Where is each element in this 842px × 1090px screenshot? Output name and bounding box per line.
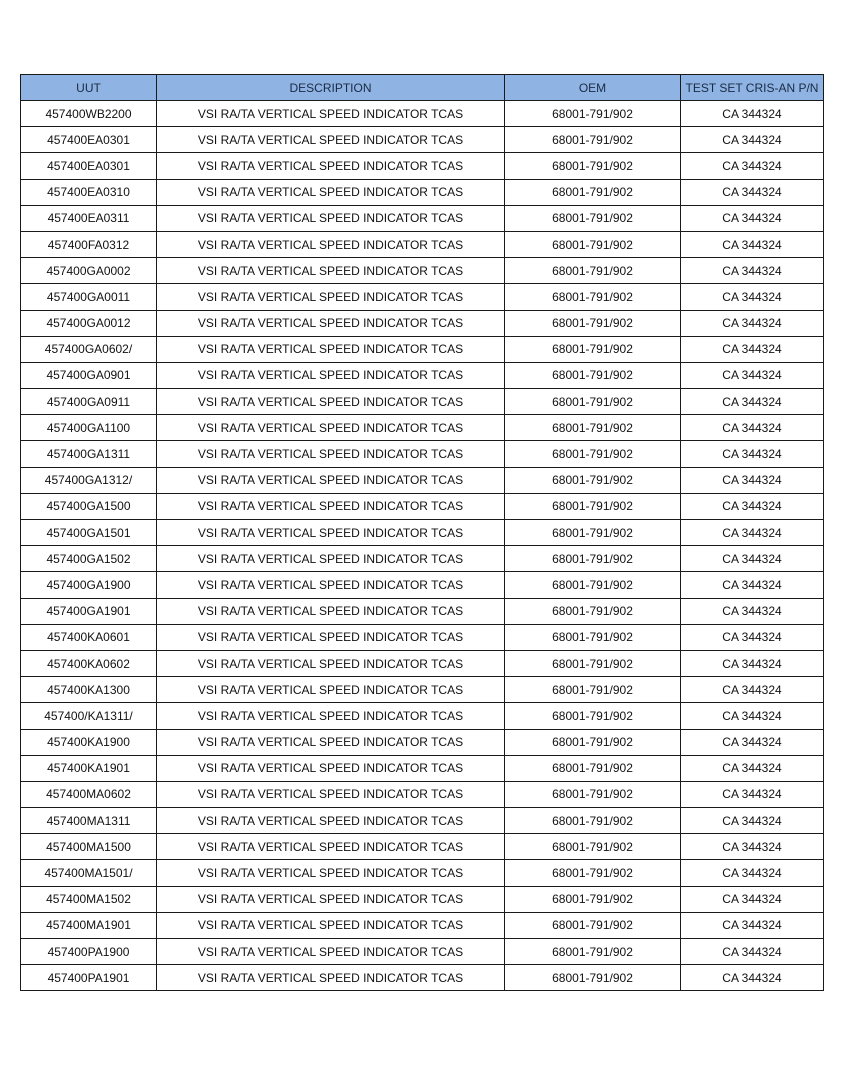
test-set-pn-cell: CA 344324 [681, 860, 824, 886]
table-header [21, 75, 824, 101]
description-cell: VSI RA/TA VERTICAL SPEED INDICATOR TCAS [157, 179, 505, 205]
uut-cell: 457400KA0601 [21, 624, 157, 650]
description-cell: VSI RA/TA VERTICAL SPEED INDICATOR TCAS [157, 441, 505, 467]
oem-cell: 68001-791/902 [505, 677, 681, 703]
test-set-pn-cell: CA 344324 [681, 310, 824, 336]
oem-cell: 68001-791/902 [505, 886, 681, 912]
uut-cell: 457400KA1300 [21, 677, 157, 703]
table-row [21, 520, 824, 546]
description-cell: VSI RA/TA VERTICAL SPEED INDICATOR TCAS [157, 284, 505, 310]
uut-cell: 457400EA0301 [21, 153, 157, 179]
table-row [21, 231, 824, 257]
oem-cell: 68001-791/902 [505, 703, 681, 729]
description-cell: VSI RA/TA VERTICAL SPEED INDICATOR TCAS [157, 624, 505, 650]
description-cell: VSI RA/TA VERTICAL SPEED INDICATOR TCAS [157, 336, 505, 362]
description-cell: VSI RA/TA VERTICAL SPEED INDICATOR TCAS [157, 598, 505, 624]
description-cell: VSI RA/TA VERTICAL SPEED INDICATOR TCAS [157, 520, 505, 546]
description-cell: VSI RA/TA VERTICAL SPEED INDICATOR TCAS [157, 546, 505, 572]
test-set-pn-cell: CA 344324 [681, 336, 824, 362]
description-cell: VSI RA/TA VERTICAL SPEED INDICATOR TCAS [157, 729, 505, 755]
description-cell: VSI RA/TA VERTICAL SPEED INDICATOR TCAS [157, 703, 505, 729]
table-row [21, 886, 824, 912]
test-set-pn-cell: CA 344324 [681, 939, 824, 965]
table-row [21, 362, 824, 388]
description-cell: VSI RA/TA VERTICAL SPEED INDICATOR TCAS [157, 860, 505, 886]
description-cell: VSI RA/TA VERTICAL SPEED INDICATOR TCAS [157, 101, 505, 127]
uut-cell: 457400MA1502 [21, 886, 157, 912]
uut-cell: 457400GA0901 [21, 362, 157, 388]
table-row [21, 965, 824, 991]
description-cell: VSI RA/TA VERTICAL SPEED INDICATOR TCAS [157, 677, 505, 703]
uut-cell: 457400PA1901 [21, 965, 157, 991]
table-row [21, 179, 824, 205]
oem-cell: 68001-791/902 [505, 415, 681, 441]
oem-cell: 68001-791/902 [505, 650, 681, 676]
table-row [21, 336, 824, 362]
test-set-pn-cell: CA 344324 [681, 572, 824, 598]
oem-cell: 68001-791/902 [505, 205, 681, 231]
uut-cell: 457400MA1501/ [21, 860, 157, 886]
test-set-pn-cell: CA 344324 [681, 912, 824, 938]
table-row [21, 415, 824, 441]
uut-cell: 457400GA1100 [21, 415, 157, 441]
test-set-pn-cell: CA 344324 [681, 205, 824, 231]
description-cell: VSI RA/TA VERTICAL SPEED INDICATOR TCAS [157, 493, 505, 519]
oem-cell: 68001-791/902 [505, 467, 681, 493]
table-body [21, 101, 824, 991]
description-cell: VSI RA/TA VERTICAL SPEED INDICATOR TCAS [157, 886, 505, 912]
test-set-pn-cell: CA 344324 [681, 127, 824, 153]
oem-cell: 68001-791/902 [505, 179, 681, 205]
test-set-pn-cell: CA 344324 [681, 101, 824, 127]
column-header-description: DESCRIPTION [157, 75, 505, 101]
table-row [21, 912, 824, 938]
test-set-pn-cell: CA 344324 [681, 231, 824, 257]
table-row [21, 808, 824, 834]
column-header-oem: OEM [505, 75, 681, 101]
test-set-pn-cell: CA 344324 [681, 493, 824, 519]
table-row [21, 650, 824, 676]
test-set-pn-cell: CA 344324 [681, 834, 824, 860]
table-row [21, 834, 824, 860]
oem-cell: 68001-791/902 [505, 860, 681, 886]
description-cell: VSI RA/TA VERTICAL SPEED INDICATOR TCAS [157, 650, 505, 676]
table-row [21, 258, 824, 284]
test-set-pn-cell: CA 344324 [681, 650, 824, 676]
uut-cell: 457400GA1502 [21, 546, 157, 572]
uut-cell: 457400FA0312 [21, 231, 157, 257]
description-cell: VSI RA/TA VERTICAL SPEED INDICATOR TCAS [157, 834, 505, 860]
uut-cell: 457400GA1501 [21, 520, 157, 546]
uut-cell: 457400GA0012 [21, 310, 157, 336]
oem-cell: 68001-791/902 [505, 153, 681, 179]
table-row [21, 441, 824, 467]
description-cell: VSI RA/TA VERTICAL SPEED INDICATOR TCAS [157, 939, 505, 965]
table-row [21, 755, 824, 781]
test-set-pn-cell: CA 344324 [681, 467, 824, 493]
uut-cell: 457400GA0602/ [21, 336, 157, 362]
oem-cell: 68001-791/902 [505, 939, 681, 965]
oem-cell: 68001-791/902 [505, 441, 681, 467]
uut-cell: 457400GA1900 [21, 572, 157, 598]
description-cell: VSI RA/TA VERTICAL SPEED INDICATOR TCAS [157, 127, 505, 153]
description-cell: VSI RA/TA VERTICAL SPEED INDICATOR TCAS [157, 912, 505, 938]
table-row [21, 572, 824, 598]
description-cell: VSI RA/TA VERTICAL SPEED INDICATOR TCAS [157, 310, 505, 336]
description-cell: VSI RA/TA VERTICAL SPEED INDICATOR TCAS [157, 467, 505, 493]
uut-cell: 457400GA0911 [21, 389, 157, 415]
table-row [21, 546, 824, 572]
oem-cell: 68001-791/902 [505, 258, 681, 284]
oem-cell: 68001-791/902 [505, 781, 681, 807]
oem-cell: 68001-791/902 [505, 389, 681, 415]
test-set-pn-cell: CA 344324 [681, 677, 824, 703]
uut-cell: 457400EA0311 [21, 205, 157, 231]
column-header-test-set-pn: TEST SET CRIS-AN P/N [681, 75, 824, 101]
table-row [21, 781, 824, 807]
oem-cell: 68001-791/902 [505, 231, 681, 257]
description-cell: VSI RA/TA VERTICAL SPEED INDICATOR TCAS [157, 205, 505, 231]
table-row [21, 310, 824, 336]
uut-cell: 457400GA0002 [21, 258, 157, 284]
oem-cell: 68001-791/902 [505, 808, 681, 834]
uut-cell: 457400KA1901 [21, 755, 157, 781]
uut-cell: 457400KA1900 [21, 729, 157, 755]
uut-cell: 457400EA0310 [21, 179, 157, 205]
table-row [21, 493, 824, 519]
uut-cell: 457400MA1901 [21, 912, 157, 938]
test-set-pn-cell: CA 344324 [681, 362, 824, 388]
uut-cell: 457400GA1901 [21, 598, 157, 624]
table-row [21, 205, 824, 231]
description-cell: VSI RA/TA VERTICAL SPEED INDICATOR TCAS [157, 389, 505, 415]
table-row [21, 939, 824, 965]
description-cell: VSI RA/TA VERTICAL SPEED INDICATOR TCAS [157, 153, 505, 179]
oem-cell: 68001-791/902 [505, 546, 681, 572]
uut-cell: 457400GA1500 [21, 493, 157, 519]
test-set-pn-cell: CA 344324 [681, 886, 824, 912]
test-set-pn-cell: CA 344324 [681, 258, 824, 284]
test-set-pn-cell: CA 344324 [681, 703, 824, 729]
oem-cell: 68001-791/902 [505, 284, 681, 310]
table-row [21, 624, 824, 650]
table-row [21, 729, 824, 755]
uut-cell: 457400GA1311 [21, 441, 157, 467]
description-cell: VSI RA/TA VERTICAL SPEED INDICATOR TCAS [157, 781, 505, 807]
table-row [21, 284, 824, 310]
test-set-pn-cell: CA 344324 [681, 781, 824, 807]
test-set-pn-cell: CA 344324 [681, 546, 824, 572]
test-set-pn-cell: CA 344324 [681, 520, 824, 546]
uut-cell: 457400KA0602 [21, 650, 157, 676]
test-set-pn-cell: CA 344324 [681, 179, 824, 205]
oem-cell: 68001-791/902 [505, 336, 681, 362]
test-set-pn-cell: CA 344324 [681, 598, 824, 624]
test-set-pn-cell: CA 344324 [681, 965, 824, 991]
table-row [21, 389, 824, 415]
description-cell: VSI RA/TA VERTICAL SPEED INDICATOR TCAS [157, 755, 505, 781]
test-set-pn-cell: CA 344324 [681, 415, 824, 441]
oem-cell: 68001-791/902 [505, 965, 681, 991]
description-cell: VSI RA/TA VERTICAL SPEED INDICATOR TCAS [157, 258, 505, 284]
oem-cell: 68001-791/902 [505, 362, 681, 388]
uut-cell: 457400MA1500 [21, 834, 157, 860]
oem-cell: 68001-791/902 [505, 834, 681, 860]
test-set-pn-cell: CA 344324 [681, 389, 824, 415]
description-cell: VSI RA/TA VERTICAL SPEED INDICATOR TCAS [157, 231, 505, 257]
test-set-pn-cell: CA 344324 [681, 441, 824, 467]
oem-cell: 68001-791/902 [505, 729, 681, 755]
description-cell: VSI RA/TA VERTICAL SPEED INDICATOR TCAS [157, 572, 505, 598]
oem-cell: 68001-791/902 [505, 755, 681, 781]
oem-cell: 68001-791/902 [505, 520, 681, 546]
oem-cell: 68001-791/902 [505, 493, 681, 519]
oem-cell: 68001-791/902 [505, 912, 681, 938]
uut-cell: 457400MA1311 [21, 808, 157, 834]
uut-cell: 457400MA0602 [21, 781, 157, 807]
column-header-uut: UUT [21, 75, 157, 101]
table-row [21, 153, 824, 179]
test-set-pn-cell: CA 344324 [681, 729, 824, 755]
uut-cell: 457400/KA1311/ [21, 703, 157, 729]
oem-cell: 68001-791/902 [505, 624, 681, 650]
oem-cell: 68001-791/902 [505, 127, 681, 153]
table-row [21, 677, 824, 703]
description-cell: VSI RA/TA VERTICAL SPEED INDICATOR TCAS [157, 808, 505, 834]
description-cell: VSI RA/TA VERTICAL SPEED INDICATOR TCAS [157, 415, 505, 441]
uut-cell: 457400GA0011 [21, 284, 157, 310]
test-set-pn-cell: CA 344324 [681, 153, 824, 179]
uut-cell: 457400GA1312/ [21, 467, 157, 493]
test-set-pn-cell: CA 344324 [681, 808, 824, 834]
oem-cell: 68001-791/902 [505, 310, 681, 336]
oem-cell: 68001-791/902 [505, 572, 681, 598]
header-row [21, 75, 824, 101]
test-set-pn-cell: CA 344324 [681, 284, 824, 310]
parts-table [20, 74, 824, 991]
oem-cell: 68001-791/902 [505, 598, 681, 624]
uut-cell: 457400WB2200 [21, 101, 157, 127]
table-row [21, 127, 824, 153]
description-cell: VSI RA/TA VERTICAL SPEED INDICATOR TCAS [157, 965, 505, 991]
table-row [21, 101, 824, 127]
description-cell: VSI RA/TA VERTICAL SPEED INDICATOR TCAS [157, 362, 505, 388]
uut-cell: 457400EA0301 [21, 127, 157, 153]
table-row [21, 598, 824, 624]
uut-cell: 457400PA1900 [21, 939, 157, 965]
table-row [21, 703, 824, 729]
oem-cell: 68001-791/902 [505, 101, 681, 127]
table-row [21, 467, 824, 493]
test-set-pn-cell: CA 344324 [681, 624, 824, 650]
test-set-pn-cell: CA 344324 [681, 755, 824, 781]
table-row [21, 860, 824, 886]
